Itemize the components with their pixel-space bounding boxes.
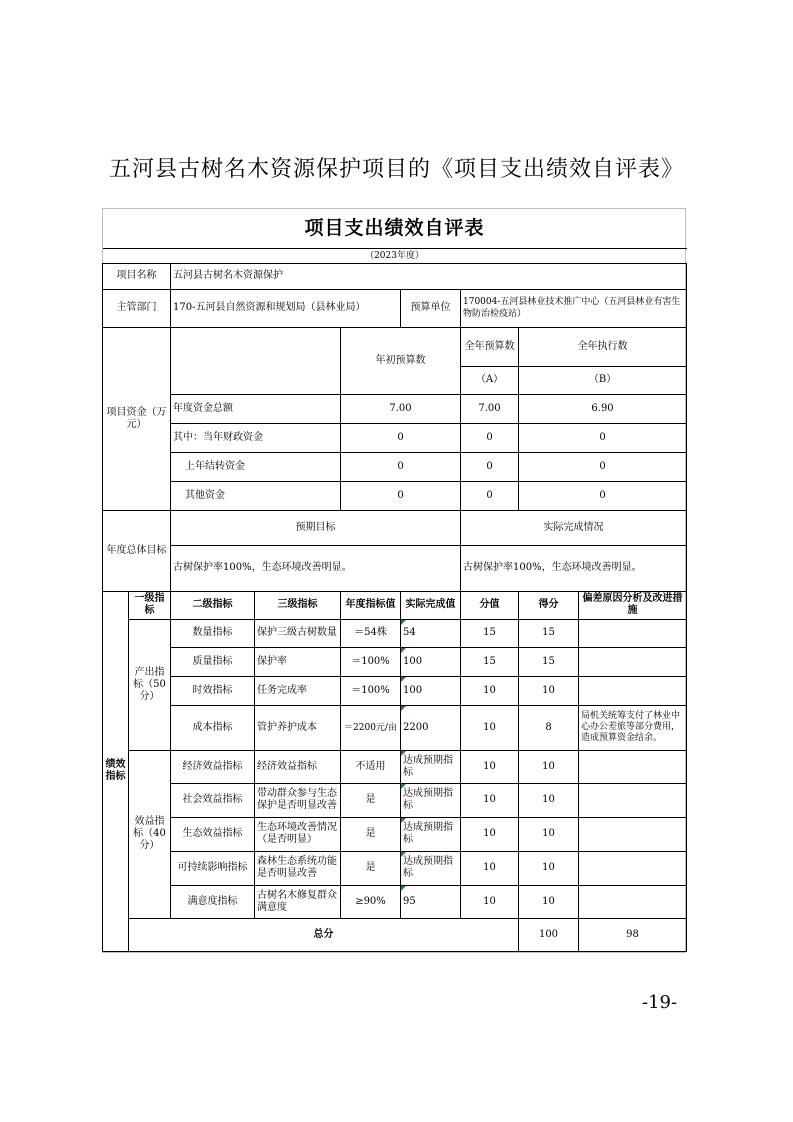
indicator-l3: 管护养护成本 xyxy=(255,705,341,750)
indicator-reason xyxy=(579,647,687,676)
indicator-target: 是 xyxy=(341,783,401,817)
performance-table xyxy=(102,208,687,952)
indicator-reason: 局机关统筹支付了林业中心办公差旅等部分费用，造成预算资金结余。 xyxy=(579,705,687,750)
goal-expected-header: 预期目标 xyxy=(171,510,461,545)
indicator-score: 10 xyxy=(519,676,579,705)
indicator-weight: 10 xyxy=(461,705,519,750)
perf-header-target: 年度指标值 xyxy=(341,591,401,619)
goal-actual-header: 实际完成情况 xyxy=(461,510,687,545)
perf-label: 绩效指标 xyxy=(103,591,129,951)
indicator-actual: 54 xyxy=(401,619,461,647)
indicator-target: 不适用 xyxy=(341,750,401,783)
funds-row-annual: 7.00 xyxy=(461,394,519,423)
indicator-l3: 森林生态系统功能是否明显改善 xyxy=(255,851,341,885)
perf-header-l2: 二级指标 xyxy=(171,591,255,619)
indicator-score: 15 xyxy=(519,647,579,676)
indicator-actual: 2200 xyxy=(401,705,461,750)
indicator-actual: 95 xyxy=(401,885,461,918)
table-year: （2023年度） xyxy=(103,248,687,263)
indicator-reason xyxy=(579,851,687,885)
funds-row-annual: 0 xyxy=(461,452,519,481)
goal-expected: 古树保护率100%，生态环境改善明显。 xyxy=(171,545,461,591)
indicator-target: ＝100% xyxy=(341,676,401,705)
page-number: -19- xyxy=(642,992,678,1013)
indicator-reason xyxy=(579,885,687,918)
indicator-weight: 10 xyxy=(461,750,519,783)
perf-header-weight: 分值 xyxy=(461,591,519,619)
benefit-label: 效益指标（40分） xyxy=(129,750,171,918)
goal-label: 年度总体目标 xyxy=(103,510,171,591)
funds-a-label: （A） xyxy=(461,366,519,394)
indicator-l2: 成本指标 xyxy=(171,705,255,750)
total-label: 总分 xyxy=(129,918,519,951)
dept-value: 170-五河县自然资源和规划局（县林业局） xyxy=(171,289,401,327)
funds-row-label: 上年结转资金 xyxy=(171,452,341,481)
indicator-score: 10 xyxy=(519,783,579,817)
indicator-l3: 带动群众参与生态保护是否明显改善 xyxy=(255,783,341,817)
indicator-weight: 10 xyxy=(461,885,519,918)
indicator-actual: 达成预期指标 xyxy=(401,783,461,817)
total-score: 98 xyxy=(579,918,687,951)
funds-row-exec: 0 xyxy=(519,423,687,452)
funds-row-annual: 0 xyxy=(461,481,519,510)
indicator-target: ≥90% xyxy=(341,885,401,918)
funds-initial-header: 年初预算数 xyxy=(341,327,461,394)
indicator-actual: 100 xyxy=(401,647,461,676)
goal-actual: 古树保护率100%，生态环境改善明显。 xyxy=(461,545,687,591)
indicator-score: 10 xyxy=(519,817,579,851)
perf-header-actual: 实际完成值 xyxy=(401,591,461,619)
budget-unit-value: 170004-五河县林业技术推广中心（五河县林业有害生物防治检疫站） xyxy=(461,289,687,327)
funds-row-exec: 6.90 xyxy=(519,394,687,423)
funds-row-initial: 7.00 xyxy=(341,394,461,423)
indicator-l2: 数量指标 xyxy=(171,619,255,647)
perf-header-reason: 偏差原因分析及改进措施 xyxy=(579,591,687,619)
indicator-weight: 10 xyxy=(461,851,519,885)
funds-row-label: 其他资金 xyxy=(171,481,341,510)
indicator-actual: 达成预期指标 xyxy=(401,817,461,851)
table-title: 项目支出绩效自评表 xyxy=(304,216,485,239)
indicator-score: 15 xyxy=(519,619,579,647)
indicator-score: 10 xyxy=(519,851,579,885)
indicator-l2: 质量指标 xyxy=(171,647,255,676)
funds-label: 项目资金（万元） xyxy=(103,327,171,510)
output-label: 产出指标（50分） xyxy=(129,619,171,750)
indicator-l2: 社会效益指标 xyxy=(171,783,255,817)
budget-unit-label: 预算单位 xyxy=(401,289,461,327)
funds-blank-header xyxy=(171,327,341,394)
page-title: 五河县古树名木资源保护项目的《项目支出绩效自评表》 xyxy=(108,157,684,182)
indicator-weight: 10 xyxy=(461,676,519,705)
indicator-l2: 可持续影响指标 xyxy=(171,851,255,885)
funds-row-exec: 0 xyxy=(519,481,687,510)
funds-row-exec: 0 xyxy=(519,452,687,481)
indicator-actual: 达成预期指标 xyxy=(401,750,461,783)
indicator-reason xyxy=(579,783,687,817)
indicator-l2: 经济效益指标 xyxy=(171,750,255,783)
perf-header-l3: 三级指标 xyxy=(255,591,341,619)
indicator-l3: 古树名木修复群众满意度 xyxy=(255,885,341,918)
funds-row-initial: 0 xyxy=(341,481,461,510)
indicator-reason xyxy=(579,676,687,705)
indicator-weight: 15 xyxy=(461,619,519,647)
funds-b-label: （B） xyxy=(519,366,687,394)
indicator-target: 是 xyxy=(341,817,401,851)
funds-exec-header: 全年执行数 xyxy=(519,327,687,366)
indicator-l3: 保护三级古树数量 xyxy=(255,619,341,647)
indicator-reason xyxy=(579,817,687,851)
project-name-label: 项目名称 xyxy=(103,263,171,289)
indicator-l3: 生态环境改善情况（是否明显） xyxy=(255,817,341,851)
indicator-weight: 10 xyxy=(461,817,519,851)
indicator-reason xyxy=(579,750,687,783)
total-weight: 100 xyxy=(519,918,579,951)
funds-row-annual: 0 xyxy=(461,423,519,452)
funds-row-initial: 0 xyxy=(341,452,461,481)
indicator-weight: 10 xyxy=(461,783,519,817)
indicator-actual: 达成预期指标 xyxy=(401,851,461,885)
indicator-l3: 保护率 xyxy=(255,647,341,676)
funds-row-label: 年度资金总额 xyxy=(171,394,341,423)
indicator-l2: 生态效益指标 xyxy=(171,817,255,851)
perf-header-l1: 一级指标 xyxy=(129,591,171,619)
indicator-target: ＝100% xyxy=(341,647,401,676)
funds-annual-header: 全年预算数 xyxy=(461,327,519,366)
indicator-score: 10 xyxy=(519,750,579,783)
dept-label: 主管部门 xyxy=(103,289,171,327)
indicator-actual: 100 xyxy=(401,676,461,705)
indicator-target: ＝2200元/亩 xyxy=(341,705,401,750)
indicator-target: ＝54株 xyxy=(341,619,401,647)
perf-header-score: 得分 xyxy=(519,591,579,619)
indicator-l3: 经济效益指标 xyxy=(255,750,341,783)
indicator-l2: 满意度指标 xyxy=(171,885,255,918)
indicator-reason xyxy=(579,619,687,647)
indicator-target: 是 xyxy=(341,851,401,885)
indicator-l3: 任务完成率 xyxy=(255,676,341,705)
indicator-l2: 时效指标 xyxy=(171,676,255,705)
indicator-weight: 15 xyxy=(461,647,519,676)
funds-row-label: 其中：当年财政资金 xyxy=(171,423,341,452)
indicator-score: 8 xyxy=(519,705,579,750)
indicator-score: 10 xyxy=(519,885,579,918)
funds-row-initial: 0 xyxy=(341,423,461,452)
project-name: 五河县古树名木资源保护 xyxy=(171,263,687,289)
